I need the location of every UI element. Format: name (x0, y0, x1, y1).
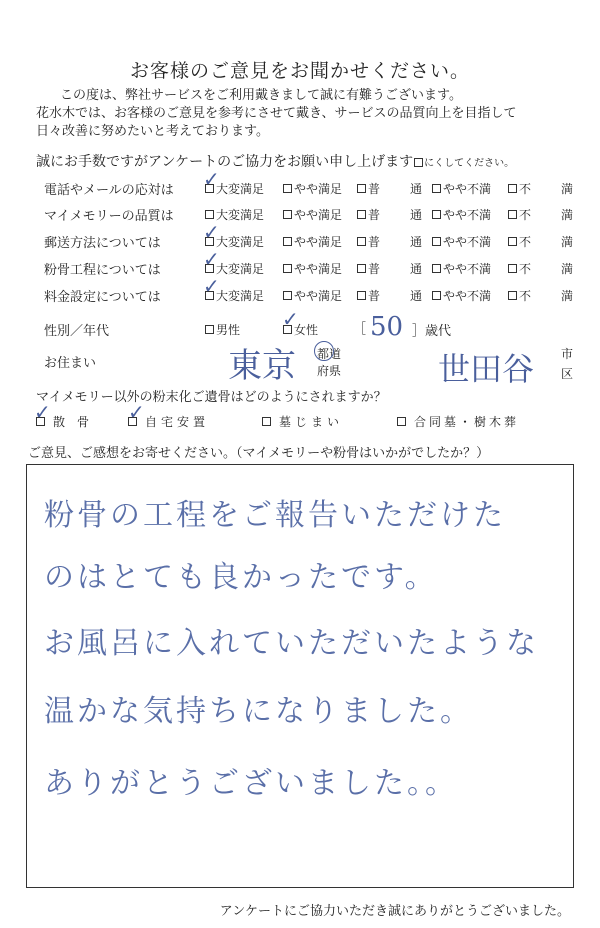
check-mark: ✓ (203, 220, 220, 244)
female-check-mark: ✓ (282, 307, 299, 331)
remains-question: マイメモリー以外の粉末化ご遺骨はどのようにされますか？ (36, 390, 387, 405)
footer-thanks: アンケートにご協力いただき誠にありがとうございました。 (219, 904, 570, 919)
request-line (36, 151, 514, 171)
rating-option[interactable] (357, 287, 424, 304)
question-label: 料金設定については (44, 290, 161, 305)
home-check-mark: ✓ (128, 400, 145, 424)
checkbox[interactable] (357, 264, 366, 273)
checkbox[interactable] (432, 210, 441, 219)
checkbox[interactable] (432, 291, 441, 300)
checkbox[interactable] (508, 291, 517, 300)
question-label: 電話やメールの応対は (44, 183, 174, 198)
option-label: やや不満 (443, 262, 492, 276)
question-label: 粉骨工程については (44, 263, 161, 278)
option-label: 男性 (216, 323, 241, 337)
comment-line-4: 温かな気持ちになりました。 (44, 694, 473, 729)
gender-age-label: 性別／年代 (44, 324, 110, 339)
checkbox[interactable] (357, 184, 366, 193)
check-mark: ✓ (203, 167, 220, 191)
rating-option[interactable] (508, 180, 575, 197)
city-suffix-top: 市 (561, 347, 574, 361)
option-label: 墓じまい (279, 415, 344, 429)
rating-option[interactable] (432, 180, 491, 197)
option-label: やや不満 (443, 235, 492, 249)
option-label: 不 満 (519, 289, 576, 303)
rating-option[interactable] (432, 233, 491, 250)
pref-suffix-bottom: 府県 (317, 364, 342, 378)
checkbox[interactable] (432, 184, 441, 193)
remains-option-joint-grave[interactable] (397, 413, 519, 430)
rating-option[interactable] (357, 180, 424, 197)
checkbox-sample (414, 158, 423, 167)
option-label: 普 通 (368, 208, 425, 222)
rating-option[interactable] (283, 206, 342, 223)
option-label: 合同墓・樹木葬 (414, 415, 520, 429)
rating-option[interactable] (283, 180, 342, 197)
rating-option[interactable] (357, 206, 424, 223)
option-label: やや不満 (443, 208, 492, 222)
option-label: やや満足 (294, 289, 343, 303)
option-label: 普 通 (368, 182, 425, 196)
option-label: 大変満足 (216, 208, 265, 222)
question-label: マイメモリーの品質は (44, 209, 174, 224)
checkbox[interactable] (508, 210, 517, 219)
rating-option[interactable] (508, 260, 575, 277)
age-bracket-open: ［ (353, 322, 367, 337)
rating-option[interactable] (508, 287, 575, 304)
comments-heading: ご意見、ご感想をお寄せください。（マイメモリーや粉骨はいかがでしたか？） (28, 446, 490, 461)
scatter-check-mark: ✓ (34, 400, 51, 424)
question-label: 郵送方法については (44, 236, 161, 251)
option-label: 大変満足 (216, 235, 265, 249)
check-mark: ✓ (203, 247, 220, 271)
checkbox[interactable] (357, 237, 366, 246)
option-label: 大変満足 (216, 182, 265, 196)
checkbox[interactable] (283, 184, 292, 193)
intro-line-3: 日々改善に努めたいと考えております。 (36, 124, 269, 139)
option-label: やや不満 (443, 182, 492, 196)
option-label: やや満足 (294, 262, 343, 276)
checkbox[interactable] (283, 210, 292, 219)
city-value: 世田谷 (438, 350, 535, 388)
checkbox[interactable] (508, 184, 517, 193)
rating-option[interactable] (283, 260, 342, 277)
option-label: 不 満 (519, 235, 576, 249)
check-mark: ✓ (203, 274, 220, 298)
rating-option[interactable] (357, 233, 424, 250)
remains-option-grave-closing[interactable] (262, 413, 343, 430)
checkbox[interactable] (432, 237, 441, 246)
city-suffix-bottom: 区 (561, 367, 574, 381)
checkbox[interactable] (508, 237, 517, 246)
page-title: お客様のご意見をお聞かせください。 (129, 60, 470, 82)
comment-line-3: お風呂に入れていただいたような (44, 626, 539, 661)
checkbox[interactable] (262, 417, 271, 426)
option-label: 大変満足 (216, 289, 265, 303)
rating-option[interactable] (508, 233, 575, 250)
option-label: 不 満 (519, 208, 576, 222)
option-label: 普 通 (368, 235, 425, 249)
checkbox[interactable] (283, 237, 292, 246)
option-label: やや満足 (294, 235, 343, 249)
checkbox[interactable] (283, 291, 292, 300)
rating-option[interactable] (283, 233, 342, 250)
checkbox[interactable] (283, 264, 292, 273)
rating-option[interactable] (432, 206, 491, 223)
checkbox[interactable] (357, 291, 366, 300)
checkbox[interactable] (508, 264, 517, 273)
option-label: やや不満 (443, 289, 492, 303)
rating-option[interactable] (508, 206, 575, 223)
gender-male-option[interactable] (205, 321, 240, 338)
rating-option[interactable] (432, 260, 491, 277)
comment-line-1: 粉骨の工程をご報告いただけた (44, 498, 506, 533)
intro-line-1: この度は、弊社サービスをご利用戴きまして誠に有難うございます。 (60, 88, 462, 103)
option-label: 普 通 (368, 289, 425, 303)
comment-line-2: のはとても良かったです。 (44, 560, 438, 595)
rating-option[interactable] (283, 287, 342, 304)
age-suffix: ］歳代 (412, 324, 452, 339)
checkbox[interactable] (357, 210, 366, 219)
comment-line-5: ありがとうございました。。 (44, 766, 458, 801)
checkbox[interactable] (432, 264, 441, 273)
prefecture-value: 東京 (228, 346, 296, 386)
option-label: 自宅安置 (145, 415, 210, 429)
option-label: 散 骨 (53, 415, 90, 429)
age-value: 50 (370, 312, 404, 342)
checkbox[interactable] (205, 325, 214, 334)
address-label: お住まい (44, 356, 97, 371)
rating-option[interactable] (357, 260, 424, 277)
intro-line-2: 花水木では、お客様のご意見を参考にさせて戴き、サービスの品質向上を目指して (36, 106, 517, 121)
checkbox[interactable] (397, 417, 406, 426)
option-label: 大変満足 (216, 262, 265, 276)
option-label: 女性 (294, 323, 319, 337)
request-instruction: にくしてください。 (424, 158, 515, 169)
request-text: 誠にお手数ですがアンケートのご協力をお願い申し上げます (36, 154, 414, 170)
option-label: 普 通 (368, 262, 425, 276)
checkbox[interactable] (205, 210, 214, 219)
circle-mark (314, 341, 334, 361)
option-label: やや満足 (294, 182, 343, 196)
option-label: 不 満 (519, 262, 576, 276)
option-label: やや満足 (294, 208, 343, 222)
pref-suffix-top: 都道 (317, 347, 342, 361)
rating-option[interactable] (432, 287, 491, 304)
option-label: 不 満 (519, 182, 576, 196)
